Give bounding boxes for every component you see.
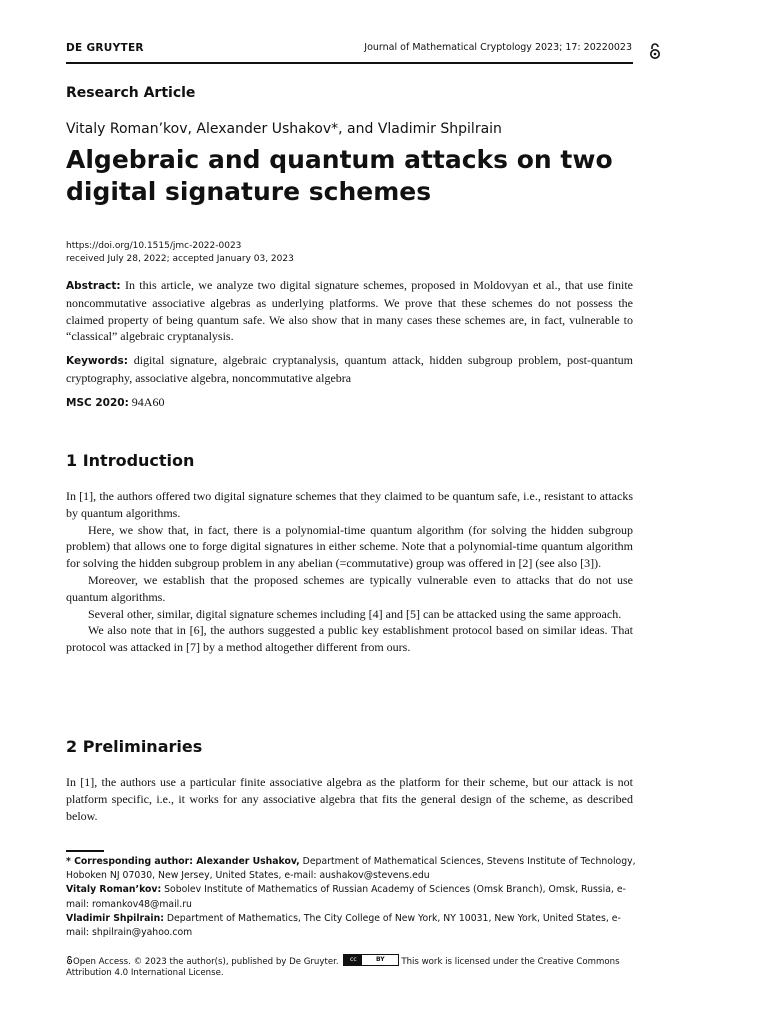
footnote-shpilrain [66,912,641,940]
received-dates: received July 28, 2022; accepted January 03, 2023 [66,254,294,264]
abstract-label: Abstract: [66,280,121,292]
keywords [66,352,633,387]
header-rule [66,62,633,64]
footnote-corresponding [66,855,641,883]
preliminaries-body [66,774,633,824]
abstract [66,277,633,345]
footnote-text: Department of Mathematical Sciences, Stevens Institute of Technology, Hoboken NJ 07030, New Jersey, United States, e-mail: aushakov@stevens.edu [66,856,636,882]
msc-text: 94A60 [131,395,165,409]
section-heading-introduction: 1 Introduction [66,451,195,470]
footnote-text: Sobolev Institute of Mathematics of Russian Academy of Sciences (Omsk Branch), Omsk, Russia, e-mail: romankov48@mail.ru [66,884,626,910]
article-title: Algebraic and quantum attacks on two digital signature schemes [66,145,613,206]
abstract-text: In this article, we analyze two digital signature schemes, proposed in Moldovyan et al., that use finite noncommutative associative algebras as underlying platforms. We prove that these schemes do not possess the claimed property of being quantum safe. We also show that in many cases these schemes are, in fact, vulnerable to “classical” algebraic cryptanalysis. [66,278,633,344]
article-meta [66,240,294,266]
publisher-name: DE GRUYTER [66,42,144,54]
footnote-label: * Corresponding author: Alexander Ushakov, [66,856,300,867]
keywords-text: digital signature, algebraic cryptanalysis, quantum attack, hidden subgroup problem, post-quantum cryptography, associative algebra, noncommutative algebra [66,353,634,385]
paragraph: In [1], the authors offered two digital signature schemes that they claimed to be quantum safe, i.e., resistant to attacks by quantum algorithms. [66,489,633,520]
cc-by-icon[interactable] [343,954,399,966]
open-access-icon [66,955,73,965]
doi-link[interactable]: https://doi.org/10.1515/jmc-2022-0023 [66,241,242,251]
license-prefix: Open Access. © 2023 the author(s), published by De Gruyter. [73,957,339,967]
footnotes [66,855,641,940]
journal-citation: Journal of Mathematical Cryptology 2023; 17: 20220023 [364,42,632,53]
msc-classification [66,394,633,412]
keywords-label: Keywords: [66,355,128,367]
footnote-text: Department of Mathematics, The City College of New York, NY 10031, New York, United States, e-mail: shpilrain@yahoo.com [66,912,621,939]
msc-label: MSC 2020: [66,397,129,409]
license-notice [66,954,641,979]
paragraph: Here, we show that, in fact, there is a polynomial-time quantum algorithm (for solving the hidden subgroup problem) that allows one to forge digital signatures in either scheme. Note that a polynomial-time quantum algorithm for solving the hidden subgroup problem in any abelian (=commutative) group was offered in [2] (see also [3]). [66,522,633,571]
cc-mark: cc [344,955,362,965]
paragraph: We also note that in [6], the authors suggested a public key establishment protocol based on similar ideas. That protocol was attacked in [7] by a method altogether different from ours. [66,623,633,655]
open-access-icon [648,42,662,60]
paragraph: Several other, similar, digital signature schemes including [4] and [5] can be attacked using the same approach. [88,606,622,621]
paragraph: Moreover, we establish that the proposed schemes are typically vulnerable even to attacks that do not use quantum algorithms. [66,572,633,604]
section-heading-preliminaries: 2 Preliminaries [66,737,203,756]
footnote-rule [66,850,104,852]
paragraph: In [1], the authors use a particular finite associative algebra as the platform for their scheme, but our attack is not platform specific, i.e., it works for any associative algebra that fits the general design of the scheme, as described below. [66,775,633,823]
by-mark: BY [376,956,385,963]
footnote-label: Vladimir Shpilrain: [66,912,164,924]
author-list: Vitaly Roman’kov, Alexander Ushakov*, and Vladimir Shpilrain [66,121,502,137]
footnote-label: Vitaly Roman’kov: [66,884,162,896]
article-type: Research Article [66,85,196,101]
license-text: This work is licensed under the Creative Commons Attribution 4.0 International License. [66,957,620,978]
introduction-body [66,488,633,656]
footnote-romankov [66,883,641,911]
